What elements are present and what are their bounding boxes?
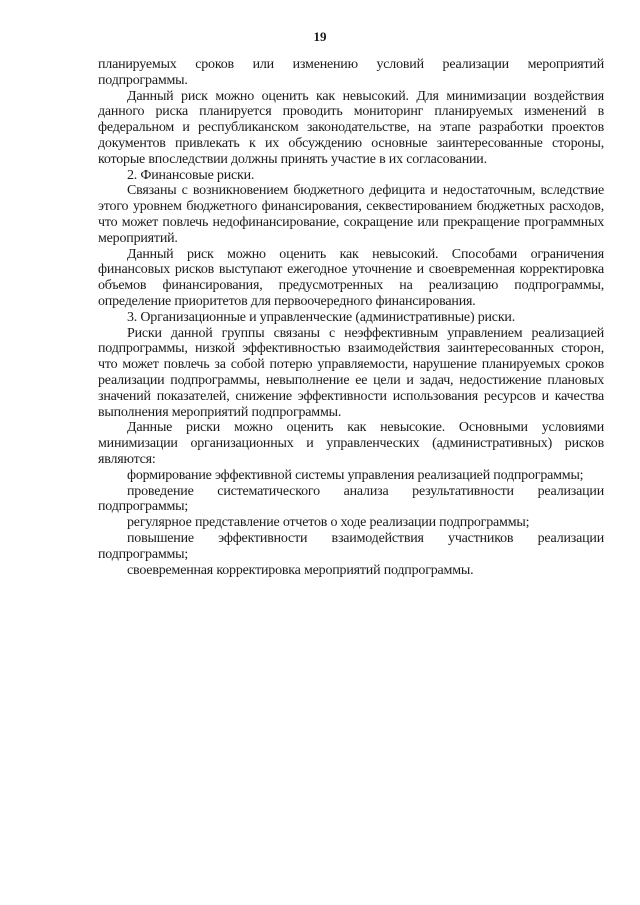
paragraph-continuation: планируемых сроков или изменению условий реализации мероприятий подпрограммы.: [98, 57, 604, 88]
list-item: проведение систематического анализа результативности реализации подпрограммы;: [98, 483, 604, 515]
list-item: своевременная корректировка мероприятий подпрограммы.: [127, 562, 474, 578]
list-item: регулярное представление отчетов о ходе реализации подпрограммы;: [127, 515, 530, 531]
list-item: формирование эффективной системы управления реализацией подпрограммы;: [127, 467, 584, 483]
section-heading-organizational-risks: 3. Организационные и управленческие (административные) риски.: [127, 309, 516, 325]
section-heading-financial-risks: 2. Финансовые риски.: [127, 167, 255, 183]
page-number: 19: [313, 29, 327, 44]
list-item: повышение эффективности взаимодействия участников реализации подпрограммы;: [98, 530, 604, 562]
paragraph-organizational-risks-conditions: Данные риски можно оценить как невысокие. Основными условиями минимизации организационных и управленческих (административных) рисков являются:: [98, 420, 604, 467]
document-body: [98, 57, 604, 578]
paragraph-financial-risks-description: Связаны с возникновением бюджетного дефицита и недостаточным, вследствие этого уровнем бюджетного финансирования, секвестированием бюджетных расходов, что может повлечь недофинансирование, сокращение или прекращение программных мероприятий.: [98, 183, 604, 246]
paragraph-organizational-risks-description: Риски данной группы связаны с неэффективным управлением реализацией подпрограммы, низкой эффективностью взаимодействия заинтересованных сторон, что может повлечь за собой потерю управляемости, нарушение планируемых сроков реализации подпрограммы, невыполнение ее цели и задач, недостижение плановых значений показателей, снижение эффективности использования ресурсов и качества выполнения мероприятий подпрограммы.: [98, 325, 604, 420]
paragraph-risk-assessment: Данный риск можно оценить как невысокий. Для минимизации воздействия данного риска планируется проводить мониторинг планируемых изменений в федеральном и республиканском законодательстве, на этапе разработки проектов документов привлекать к их обсуждению основные заинтересованные стороны, которые впоследствии должны принять участие в их согласовании.: [98, 88, 604, 167]
paragraph-financial-risks-mitigation: Данный риск можно оценить как невысокий. Способами ограничения финансовых рисков выступают ежегодное уточнение и своевременная корректировка объемов финансирования, предусмотренных на реализацию подпрограммы, определение приоритетов для первоочередного финансирования.: [98, 246, 604, 309]
